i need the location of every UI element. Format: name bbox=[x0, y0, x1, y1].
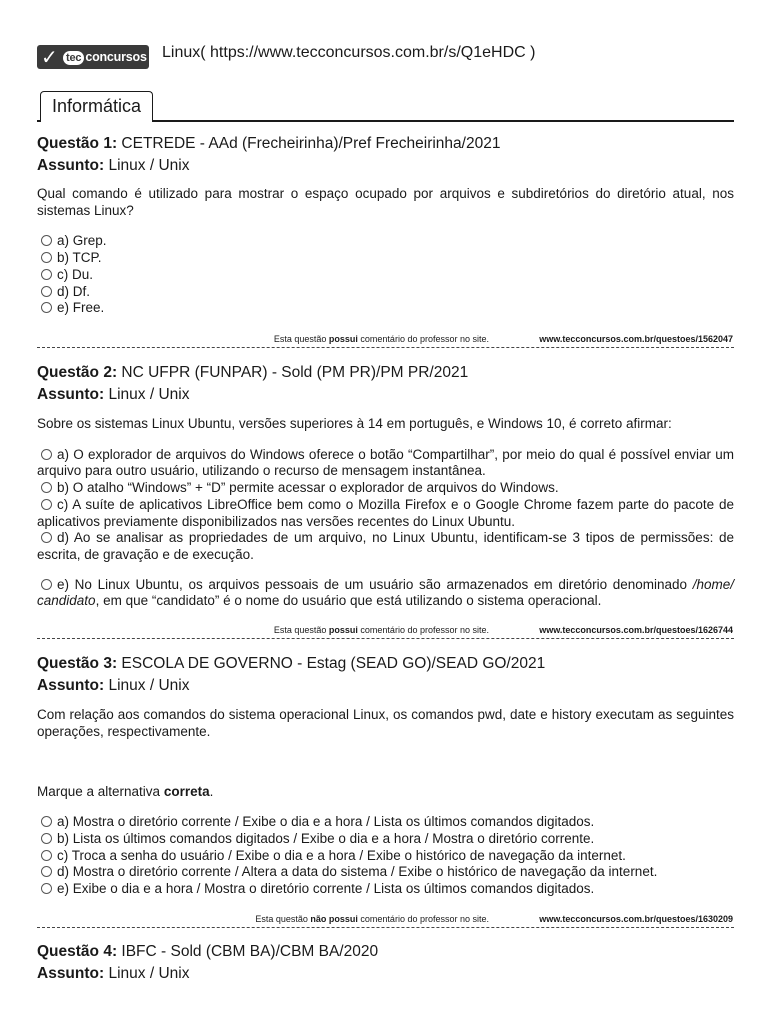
radio-icon[interactable] bbox=[41, 449, 52, 460]
question-title: Questão 4: IBFC - Sold (CBM BA)/CBM BA/2020 bbox=[37, 943, 379, 960]
question-prompt: Marque a alternativa correta. bbox=[37, 784, 214, 800]
option-d[interactable]: d) Mostra o diretório corrente / Altera a data do sistema / Exibe o histórico de navegação da internet. bbox=[37, 864, 734, 881]
question-1-footer bbox=[37, 334, 734, 348]
question-1 bbox=[37, 133, 734, 317]
radio-icon[interactable] bbox=[41, 286, 52, 297]
radio-icon[interactable] bbox=[41, 499, 52, 510]
option-e[interactable]: e) Free. bbox=[37, 300, 734, 317]
radio-icon[interactable] bbox=[41, 579, 52, 590]
question-subject: Assunto: Linux / Unix bbox=[37, 677, 190, 694]
question-4 bbox=[37, 941, 734, 985]
options-list bbox=[37, 233, 734, 317]
radio-icon[interactable] bbox=[41, 850, 52, 861]
question-3-footer bbox=[37, 914, 734, 928]
question-subject: Assunto: Linux / Unix bbox=[37, 386, 190, 403]
option-a[interactable]: a) Mostra o diretório corrente / Exibe o dia e a hora / Lista os últimos comandos digitados. bbox=[37, 814, 734, 831]
question-title: Questão 1: CETREDE - AAd (Frecheirinha)/Pref Frecheirinha/2021 bbox=[37, 135, 501, 152]
question-text: Com relação aos comandos do sistema operacional Linux, os comandos pwd, date e history executam as seguintes operações, respectivamente. bbox=[37, 707, 734, 739]
option-a[interactable]: a) Grep. bbox=[37, 233, 734, 250]
question-text: Qual comando é utilizado para mostrar o espaço ocupado por arquivos e subdiretórios do diretório atual, nos sistemas Linux? bbox=[37, 186, 734, 218]
question-subject: Assunto: Linux / Unix bbox=[37, 965, 190, 982]
section-tab-informatica: Informática bbox=[40, 91, 153, 122]
option-a[interactable]: a) O explorador de arquivos do Windows oferece o botão “Compartilhar”, por meio do qual é possível enviar um arquivo para outro usuário, utilizando o recurso de mensagem instantânea. bbox=[37, 446, 734, 479]
question-link[interactable]: www.tecconcursos.com.br/questoes/1630209 bbox=[539, 914, 733, 924]
options-list bbox=[37, 447, 734, 610]
question-link[interactable]: www.tecconcursos.com.br/questoes/1626744 bbox=[539, 625, 733, 635]
section-header bbox=[37, 90, 734, 122]
option-d[interactable]: d) Ao se analisar as propriedades de um arquivo, no Linux Ubuntu, identificam-se 3 tipos de permissões: de escrita, de gravação e de execução. bbox=[37, 530, 734, 562]
question-2 bbox=[37, 362, 734, 610]
option-e[interactable]: e) No Linux Ubuntu, os arquivos pessoais de um usuário são armazenados em diretório denominado /home/ candidato, em que “candidato” é o nome do usuário que está utilizando o sistema operacional. bbox=[37, 576, 734, 609]
radio-icon[interactable] bbox=[41, 302, 52, 313]
question-2-footer bbox=[37, 625, 734, 639]
checkmark-icon: ✓ bbox=[41, 45, 58, 69]
radio-icon[interactable] bbox=[41, 269, 52, 280]
question-text: Sobre os sistemas Linux Ubuntu, versões superiores à 14 em português, e Windows 10, é correto afirmar: bbox=[37, 416, 672, 431]
radio-icon[interactable] bbox=[41, 235, 52, 246]
comment-note: Esta questão possui comentário do professor no site. bbox=[273, 625, 489, 635]
option-c[interactable]: c) Troca a senha do usuário / Exibe o dia e a hora / Exibe o histórico de navegação da internet. bbox=[37, 848, 734, 865]
option-d[interactable]: d) Df. bbox=[37, 284, 734, 301]
question-title: Questão 2: NC UFPR (FUNPAR) - Sold (PM PR)/PM PR/2021 bbox=[37, 364, 469, 381]
tecconcursos-logo[interactable] bbox=[37, 45, 149, 69]
radio-icon[interactable] bbox=[41, 532, 52, 543]
question-3 bbox=[37, 653, 734, 898]
option-b[interactable]: b) O atalho “Windows” + “D” permite acessar o explorador de arquivos do Windows. bbox=[37, 480, 734, 497]
comment-note: Esta questão possui comentário do professor no site. bbox=[273, 334, 489, 344]
page-header bbox=[37, 42, 734, 72]
radio-icon[interactable] bbox=[41, 883, 52, 894]
options-list bbox=[37, 814, 734, 898]
radio-icon[interactable] bbox=[41, 252, 52, 263]
comment-note: Esta questão não possui comentário do professor no site. bbox=[255, 914, 489, 924]
question-subject: Assunto: Linux / Unix bbox=[37, 157, 190, 174]
logo-text: tec concursos bbox=[63, 45, 147, 69]
option-c[interactable]: c) A suíte de aplicativos LibreOffice bem como o Mozilla Firefox e o Google Chrome fazem parte do pacote de aplicativos previamente disponibilizados nas versões recentes do Linux Ubuntu. bbox=[37, 496, 734, 529]
option-e[interactable]: e) Exibe o dia e a hora / Mostra o diretório corrente / Lista os últimos comandos digitados. bbox=[37, 881, 734, 898]
question-title: Questão 3: ESCOLA DE GOVERNO - Estag (SEAD GO)/SEAD GO/2021 bbox=[37, 655, 546, 672]
radio-icon[interactable] bbox=[41, 866, 52, 877]
option-b[interactable]: b) TCP. bbox=[37, 250, 734, 267]
radio-icon[interactable] bbox=[41, 816, 52, 827]
option-c[interactable]: c) Du. bbox=[37, 267, 734, 284]
radio-icon[interactable] bbox=[41, 833, 52, 844]
radio-icon[interactable] bbox=[41, 482, 52, 493]
question-link[interactable]: www.tecconcursos.com.br/questoes/1562047 bbox=[539, 334, 733, 344]
option-b[interactable]: b) Lista os últimos comandos digitados / Exibe o dia e a hora / Mostra o diretório corrente. bbox=[37, 831, 734, 848]
page-title: Linux( https://www.tecconcursos.com.br/s/Q1eHDC ) bbox=[162, 44, 536, 61]
